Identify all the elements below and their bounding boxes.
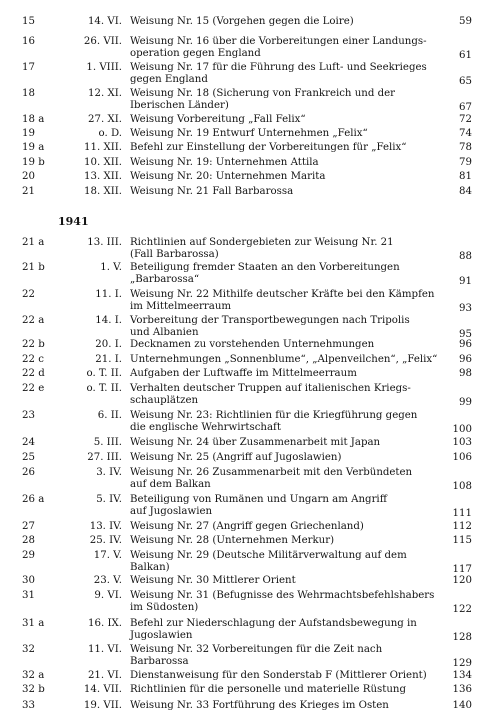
entry-title-line: Weisung Nr. 30 Mittlerer Orient [130,575,296,586]
entry-title [130,339,430,351]
entry-number: 19 b [22,157,45,168]
entry-number: 19 a [22,142,45,153]
entry-page-number: 93 [459,303,472,314]
entry-number: 21 b [22,262,45,273]
entry-title [130,354,438,366]
entry-page-number: 112 [452,521,472,532]
entry-title-line: Decknamen zu vorstehenden Unternehmungen [130,339,375,350]
entry-page-number: 103 [452,437,472,448]
entry-page-number: 108 [452,481,472,492]
entry-title-line: Unternehmungen „Sonnenblume“, „Alpenveilchen“, „Felix“ [130,354,438,365]
entry-number: 22 [22,289,35,300]
entry-title-line: Weisung Nr. 20: Unternehmen Marita [130,171,326,182]
entry-date: 14. VII. [83,684,122,695]
entry-title-line: Weisung Nr. 15 (Vorgehen gegen die Loire) [130,16,354,27]
entry-title [130,114,430,126]
entry-title-line: auf Jugoslawien [130,506,213,517]
entry-title-line: Weisung Nr. 19 Entwurf Unternehmen „Felix“ [130,128,368,139]
entry-title-line: Weisung Nr. 18 (Sicherung von Frankreich und der [130,88,396,99]
entry-title-line: Weisung Nr. 25 (Angriff auf Jugoslawien) [130,452,342,463]
entry-title-line: auf dem Balkan [130,479,211,490]
entry-title-line: und Albanien [130,327,199,338]
entry-page-number: 84 [459,186,472,197]
entry-title-line: Barbarossa [130,656,189,667]
entry-title [130,670,430,682]
entry-title-line: Balkan) [130,562,170,573]
entry-page-number: 129 [452,658,472,669]
entry-title [130,62,430,86]
entry-date: 27. XI. [88,114,122,125]
entry-date: 17. V. [93,550,122,561]
entry-title-line: Richtlinien auf Sondergebieten zur Weisung Nr. 21 [130,237,394,248]
entry-number: 22 b [22,339,45,350]
entry-date: 18. XII. [84,186,122,197]
entry-date: 13. IV. [89,521,122,532]
entry-page-number: 59 [459,16,472,27]
entry-number: 15 [22,16,35,27]
entry-title-line: Weisung Nr. 16 über die Vorbereitungen einer Landungs- [130,36,427,47]
entry-page-number: 128 [452,632,472,643]
entry-title-line: Beteiligung fremder Staaten an den Vorbereitungen [130,262,400,273]
entry-number: 21 a [22,237,45,248]
entry-date: 20. I. [95,339,122,350]
entry-title [130,36,430,60]
entry-title-line: Weisung Nr. 29 (Deutsche Militärverwaltung auf dem [130,550,407,561]
entry-page-number: 95 [459,329,472,340]
entry-title-line: Weisung Vorbereitung „Fall Felix“ [130,114,306,125]
entry-date: o. T. II. [86,368,122,379]
entry-date: 1. V. [100,262,122,273]
entry-title-line: Weisung Nr. 33 Fortführung des Krieges im Osten [130,700,389,711]
entry-number: 19 [22,128,35,139]
entry-title [130,452,430,464]
entry-number: 32 [22,644,35,655]
entry-title [130,383,430,407]
entry-title [130,494,430,518]
entry-title [130,289,435,313]
entry-page-number: 134 [452,670,472,681]
entry-page-number: 98 [459,368,472,379]
entry-date: 6. II. [97,410,122,421]
entry-title-line: Weisung Nr. 23: Richtlinien für die Kriegführung gegen [130,410,418,421]
entry-title [130,410,430,434]
entry-title [130,368,430,380]
entry-title [130,262,430,286]
entry-page-number: 78 [459,142,472,153]
entry-title-line: im Südosten) [130,602,199,613]
entry-date: 16. IX. [88,618,122,629]
entry-title [130,575,430,587]
entry-title-line: Iberischen Länder) [130,100,229,111]
entry-title [130,88,430,112]
entry-title [130,237,430,261]
entry-number: 21 [22,186,35,197]
entry-page-number: 65 [459,76,472,87]
entry-number: 25 [22,452,35,463]
entry-number: 16 [22,36,35,47]
entry-title [130,590,435,614]
entry-page-number: 99 [459,397,472,408]
entry-title [130,142,430,154]
entry-number: 31 a [22,618,45,629]
entry-title [130,171,430,183]
entry-title [130,437,430,449]
entry-page-number: 79 [459,157,472,168]
entry-title-line: Weisung Nr. 28 (Unternehmen Merkur) [130,535,335,546]
entry-number: 30 [22,575,35,586]
entry-title-line: Weisung Nr. 17 für die Führung des Luft- und Seekrieges [130,62,427,73]
entry-page-number: 72 [459,114,472,125]
entry-number: 22 d [22,368,45,379]
entry-title-line: (Fall Barbarossa) [130,249,219,260]
entry-title-line: die englische Wehrwirtschaft [130,422,281,433]
entry-title-line: Richtlinien für die personelle und materielle Rüstung [130,684,406,695]
entry-title [130,535,430,547]
entry-title-line: gegen England [130,74,208,85]
entry-title-line: Befehl zur Niederschlagung der Aufstandsbewegung in [130,618,417,629]
entry-title-line: Weisung Nr. 19: Unternehmen Attila [130,157,319,168]
entry-number: 26 [22,467,35,478]
entry-date: 14. I. [95,315,122,326]
entry-title-line: im Mittelmeerraum [130,301,232,312]
entry-date: 13. XII. [84,171,122,182]
entry-page-number: 120 [452,575,472,586]
entry-page-number: 122 [452,604,472,615]
entry-title-line: Befehl zur Einstellung der Vorbereitungen für „Felix“ [130,142,407,153]
entry-title-line: Weisung Nr. 26 Zusammenarbeit mit den Verbündeten [130,467,413,478]
entry-date: o. T. II. [86,383,122,394]
entry-number: 23 [22,410,35,421]
entry-page-number: 96 [459,354,472,365]
entry-date: 5. III. [93,437,122,448]
entry-date: o. D. [98,128,122,139]
entry-page-number: 96 [459,339,472,350]
entry-date: 26. VII. [83,36,122,47]
entry-number: 31 [22,590,35,601]
entry-title-line: Weisung Nr. 21 Fall Barbarossa [130,186,294,197]
entry-title-line: Weisung Nr. 32 Vorbereitungen für die Zeit nach [130,644,383,655]
entry-date: 13. III. [87,237,122,248]
entry-page-number: 81 [459,171,472,182]
entry-page-number: 91 [459,276,472,287]
entry-title-line: Aufgaben der Luftwaffe im Mittelmeerraum [130,368,357,379]
entry-title-line: Weisung Nr. 24 über Zusammenarbeit mit Japan [130,437,381,448]
entry-title [130,521,430,533]
entry-title-line: „Barbarossa“ [130,274,200,285]
entry-title [130,467,430,491]
entry-number: 24 [22,437,35,448]
entry-date: 11. XII. [84,142,122,153]
entry-title [130,700,430,712]
entry-number: 32 b [22,684,45,695]
entry-number: 20 [22,171,35,182]
entry-page-number: 136 [452,684,472,695]
entry-number: 22 e [22,383,45,394]
entry-title [130,128,430,140]
entry-title [130,684,430,696]
entry-page-number: 100 [452,424,472,435]
entry-number: 26 a [22,494,45,505]
entry-title-line: Vorbereitung der Transportbewegungen nach Tripolis [130,315,410,326]
entry-date: 11. I. [95,289,122,300]
entry-number: 27 [22,521,35,532]
entry-title-line: Weisung Nr. 22 Mithilfe deutscher Kräfte bei den Kämpfen [130,289,435,300]
entry-date: 14. VI. [87,16,122,27]
entry-title-line: Dienstanweisung für den Sonderstab F (Mittlerer Orient) [130,670,427,681]
entry-page-number: 61 [459,50,472,61]
entry-date: 19. VII. [83,700,122,711]
entry-title [130,315,430,339]
entry-page-number: 74 [459,128,472,139]
entry-number: 33 [22,700,35,711]
entry-title-line: schauplätzen [130,395,199,406]
entry-title [130,186,430,198]
entry-page-number: 140 [452,700,472,711]
entry-date: 11. VI. [87,644,122,655]
entry-title [130,618,430,642]
entry-title-line: Weisung Nr. 31 (Befugnisse des Wehrmachtsbefehlshabers [130,590,435,601]
entry-title [130,644,430,668]
entry-number: 32 a [22,670,45,681]
entry-page-number: 117 [452,564,472,575]
entry-date: 5. IV. [96,494,122,505]
entry-title-line: Verhalten deutscher Truppen auf italienischen Kriegs- [130,383,411,394]
entry-title [130,16,430,28]
entry-number: 18 [22,88,35,99]
entry-number: 29 [22,550,35,561]
entry-date: 25. IV. [89,535,122,546]
entry-date: 3. IV. [96,467,122,478]
entry-page-number: 88 [459,251,472,262]
entry-date: 21. I. [95,354,122,365]
entry-title-line: Beteiligung von Rumänen und Ungarn am Angriff [130,494,387,505]
entry-title [130,157,430,169]
entry-number: 18 a [22,114,45,125]
entry-page-number: 111 [452,508,472,519]
section-year-heading: 1941 [58,215,89,228]
entry-date: 9. VI. [94,590,122,601]
entry-page-number: 106 [452,452,472,463]
entry-number: 28 [22,535,35,546]
entry-date: 10. XII. [84,157,122,168]
entry-number: 22 c [22,354,44,365]
entry-title-line: Weisung Nr. 27 (Angriff gegen Griechenland) [130,521,364,532]
entry-title-line: Jugoslawien [130,630,193,641]
entry-date: 23. V. [93,575,122,586]
entry-number: 22 a [22,315,45,326]
entry-title [130,550,430,574]
entry-date: 1. VIII. [86,62,122,73]
entry-page-number: 115 [452,535,472,546]
entry-date: 21. VI. [87,670,122,681]
entry-date: 27. III. [87,452,122,463]
entry-page-number: 67 [459,102,472,113]
entry-number: 17 [22,62,35,73]
entry-date: 12. XI. [88,88,122,99]
entry-title-line: operation gegen England [130,48,261,59]
